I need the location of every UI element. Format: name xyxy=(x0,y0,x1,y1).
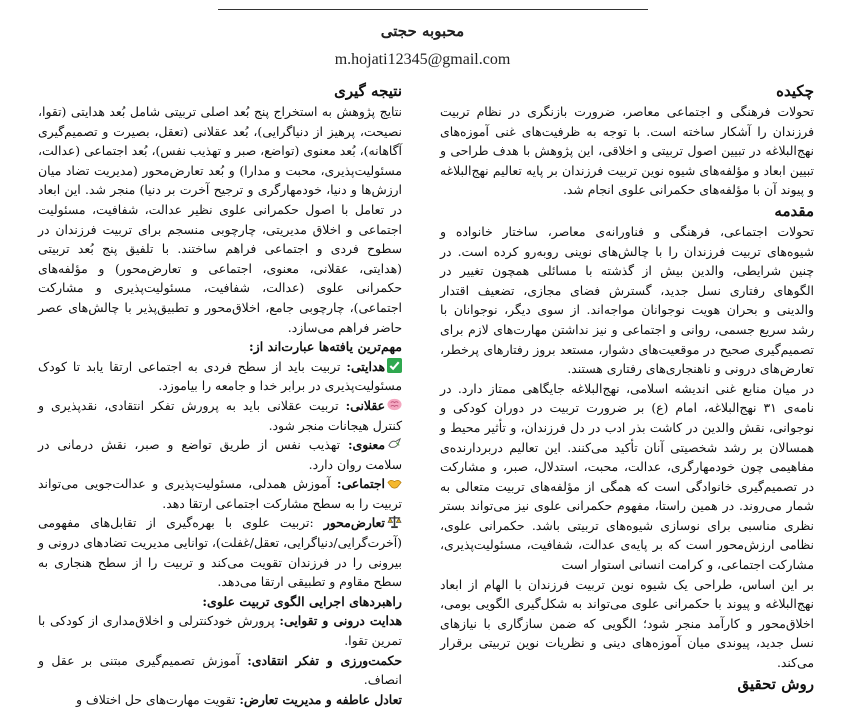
methods-heading: روش تحقیق xyxy=(737,674,814,693)
finding-item xyxy=(38,513,402,591)
finding-text: تربیت باید از سطح فردی به اجتماعی ارتقا یابد تا کودک مسئولیت‌پذیری در برابر خدا و جامعه را بیاموزد. xyxy=(38,358,402,394)
finding-text: تهذیب نفس از طریق تواضع و صبر، نقش درمانی در سلامت روان دارد. xyxy=(38,437,402,472)
strategy-title: هدایت درونی و تقوایی: xyxy=(279,613,402,629)
strategy-title: تعادل عاطفه و مدیریت تعارض: xyxy=(239,691,402,707)
strategy-text: آموزش تصمیم‌گیری مبتنی بر عقل و انصاف. xyxy=(38,652,402,688)
strategy-item xyxy=(38,690,402,709)
abstract-heading: چکیده xyxy=(776,82,814,100)
strategy-item xyxy=(38,611,402,650)
strategies-heading: راهبردهای اجرایی الگوی تربیت علوی: xyxy=(202,593,402,609)
author-email: m.hojati12345@gmail.com xyxy=(334,51,511,68)
handshake-icon xyxy=(387,475,402,490)
finding-title: اجتماعی: xyxy=(336,476,385,492)
dove-icon xyxy=(387,436,402,451)
strategy-text: تقویت مهارت‌های حل اختلاف و xyxy=(75,691,236,707)
left-column xyxy=(38,80,402,709)
conclusion-text: نتایج پژوهش به استخراج پنج بُعد اصلی تربیتی شامل بُعد هدایتی (تقوا، نصیحت، پرهیز از دنیاگرایی)، بُعد عقلانی (تعقل، بصیرت و تصمیم‌گیری آگاهانه)، بُعد معنوی (تواضع، صبر و تهذیب نفس)، بُعد اجتماعی (عدالت، مسئولیت‌پذیری، محبت و مدارا) و بُعد تعارض‌محور (مدیریت تضاد میان ارزش‌ها و دنیا، خودمهارگری و ترجیح آخرت بر دنیا) منجر شد. این ابعاد در تعامل با اصول حکمرانی علوی نظیر عدالت، شفافیت، مسئولیت اجتماعی و اخلاق مدیریتی، چارچوبی منسجم برای تربیت فرزندان در سطوح فردی و اجتماعی فراهم ساختند. با تلفیق پنج بُعد تربیتی (هدایتی، عقلانی، معنوی، اجتماعی و تعارض‌محور) و مؤلفه‌های حکمرانی علوی (عدالت، شفافیت، مسئولیت‌پذیری و مشارکت اجتماعی)، چارچوبی جامع، اخلاق‌محور و تطبیق‌پذیر با چالش‌های عصر حاضر فراهم می‌سازد. xyxy=(38,104,402,335)
finding-item xyxy=(38,357,402,396)
findings-heading: مهم‌ترین یافته‌ها عبارت‌اند از: xyxy=(249,339,402,355)
conclusion-heading: نتیجه گیری xyxy=(334,82,402,100)
author-name: محبوبه حجتی xyxy=(380,22,465,40)
finding-item xyxy=(38,435,402,474)
strategy-title: حکمت‌ورزی و تفکر انتقادی: xyxy=(247,652,402,668)
finding-item xyxy=(38,474,402,513)
finding-title: معنوی: xyxy=(347,437,385,453)
finding-text: آموزش همدلی، مسئولیت‌پذیری و عدالت‌جویی می‌تواند تربیت را به سطح مشارکت اجتماعی ارتقا دهد. xyxy=(38,476,402,511)
intro-paragraph: بر این اساس، طراحی یک شیوه نوین تربیت فرزندان با الهام از ابعاد نهج‌البلاغه و پیوند با حکمرانی علوی می‌تواند به شکل‌گیری الگویی بومی، اخلاق‌محور و کارآمد منجر شود؛ الگویی که ضمن سازگاری با نیازهای نسل جدید، پیوندی میان آموزه‌های دینی و نظریات نوین تربیتی برقرار می‌کند. xyxy=(440,576,814,671)
finding-title: هدایتی: xyxy=(346,358,385,374)
finding-item xyxy=(38,396,402,435)
finding-title: عقلانی: xyxy=(345,397,385,413)
intro-paragraph: در میان منابع غنی اندیشه اسلامی، نهج‌البلاغه جایگاهی ممتاز دارد. در نامه‌ی ۳۱ نهج‌البلاغه، امام (ع) بر ضرورت تربیت در دوران کودکی و نوجوانی، نقش والدین در کاشت بذر ادب در دل فرزندان، و تأثیر محیط و همسالان بر رشد شخصیتی آنان تأکید می‌کنند. این تعالیم دربردارنده‌ی مفاهیمی چون خودمهارگری، عدالت، محبت، استدلال، صبر، و مشارکت در تصمیم‌گیری خانوادگی است که همگی از مؤلفه‌های تربیت متعالی به شمار می‌روند. در همین راستا، مفهوم حکمرانی علوی نیز می‌تواند بستر نظری مناسبی برای نوسازی شیوه‌های تربیتی باشد. حکمرانی علوی، نظامی ارزش‌محور است که بر پایه‌ی عدالت، شفافیت، مسئولیت‌پذیری، مشارکت اجتماعی، و کرامت انسانی استوار است xyxy=(440,380,814,573)
finding-title: تعارض‌محور xyxy=(323,515,385,531)
brain-icon xyxy=(387,397,402,412)
intro-paragraph: تحولات اجتماعی، فرهنگی و فناورانه‌ی معاصر، ساختار خانواده و شیوه‌های تربیت فرزندان را با چالش‌های نوینی روبه‌رو کرده است. در چنین شرایطی، والدین بیش از گذشته با مسائلی همچون تغییر در الگوهای رفتاری نسل جدید، گسترش فضای مجازی، تضعیف اقتدار والدینی و بحران هویت نوجوانان مواجه‌اند. از سوی دیگر، نوجوانان با رشد سریع جسمی، روانی و اجتماعی و نیز نداشتن مهارت‌های لازم برای تصمیم‌گیری صحیح در موقعیت‌های دشوار، مستعد بروز رفتارهای پرخطر، تعارض‌های درونی و ناهنجاری‌های رفتاری هستند. xyxy=(440,223,814,377)
scales-icon xyxy=(387,514,402,529)
right-column xyxy=(440,80,814,695)
introduction-heading: مقدمه xyxy=(774,201,814,220)
finding-text: تربیت عقلانی باید به پرورش تفکر انتقادی، نقدپذیری و کنترل هیجانات منجر شود. xyxy=(38,397,402,433)
abstract-text: تحولات فرهنگی و اجتماعی معاصر، ضرورت بازنگری در نظام تربیت فرزندان را آشکار ساخته است. با توجه به ظرفیت‌های غنی آموزه‌های نهج‌البلاغه در تبیین اصول تربیتی و اخلاقی، این پژوهش با هدف طراحی و تبیین ابعاد و مؤلفه‌های شیوه نوین تربیت فرزندان بر پایه تعالیم نهج‌البلاغه و پیوند آن با مؤلفه‌های حکمرانی علوی انجام شد. xyxy=(440,104,814,198)
check-icon xyxy=(387,358,402,373)
finding-text: :تربیت علوی با بهره‌گیری از تقابل‌های مفهومی (آخرت‌گرایی/دنیاگرایی، تعقل/غفلت)، توانایی مدیریت تضادهای درونی و بیرونی را در فرزندان تقویت می‌کند و تربیت را از سطح هنجاری به سطح مقاوم و تطبیقی ارتقا می‌دهد. xyxy=(38,515,402,590)
strategy-text: پرورش خودکنترلی و اخلاق‌مداری از کودکی با تمرین تقوا. xyxy=(38,613,402,649)
header-rule xyxy=(218,9,648,10)
